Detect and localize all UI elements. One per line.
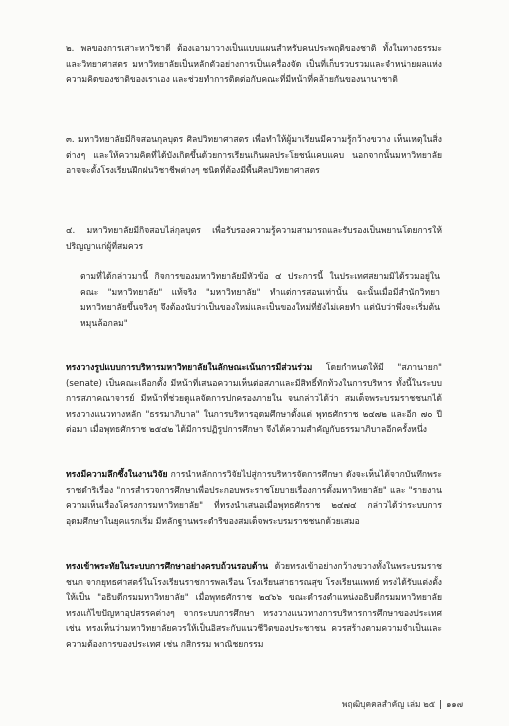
paragraph-4: ๔. มหาวิทยาลัยมีกิจสอบไล่กุลบุตร เพื่อรับรองความรู้ความสามารถและรับรองเป็นพยานโดยการให้ปริญญาแก่ผู้ที่สมควร [66,226,442,252]
footer-divider [440,700,441,709]
research-lead: ทรงมีความลึกซึ้งในงานวิจัย [66,470,168,480]
research-paragraph: ทรงมีความลึกซึ้งในงานวิจัย การนำหลักการวิจัยไปสู่การบริหารจัดการศึกษา ดังจะเห็นได้จากบันทึกพระราชดำริเรื่อง "การสำรวจการศึกษาเพื่อประกอบพระราชโยบายเรื่องการตั้งมหาวิทยาลัย" และ "รายงานความเห็นเรื่องโครงการมหาวิทยาลัย" ที่ทรงนำเสนอเมื่อพุทธศักราช ๒๔๗๔ กล่าวได้ว่าระบบการอุดมศึกษาในยุคแรกเริ่ม มีหลักฐานพระดำริของสมเด็จพระบรมราชชนกด้วยเสมอ [66,470,442,527]
education-system-lead: ทรงเข้าพระทัยในระบบการศึกษาอย่างครบถ้วนรอบด้าน [66,562,269,572]
footer-title: พฤฒิบุคคลสำคัญ เล่ม ๒๕ [342,699,436,709]
education-system-paragraph: ทรงเข้าพระทัยในระบบการศึกษาอย่างครบถ้วนรอบด้าน ด้วยทรงเข้าอย่างกว้างขวางทั้งในพระบรมราชชนก จากยุทธศาสตร์ในโรงเรียนราชการพลเรือน โรงเรียนสาธารณสุข โรงเรียนแพทย์ ทรงได้รับแต่งตั้งให้เป็น "อธิบดีกรมมหาวิทยาลัย" เมื่อพุทธศักราช ๒๔๖๖ ขณะดำรงตำแหน่งอธิบดีกรมมหาวิทยาลัย ทรงแก้ไขปัญหาอุปสรรคต่างๆ จากระบบการศึกษา ทรงวางแนวทางการบริหารการศึกษาของประเทศ เช่น ทรงเห็นว่ามหาวิทยาลัยควรให้เป็นอิสระกับแนวชีวิตของประชาชน ควรสร้างตามความจำเป็นและความต้องการของประเทศ เช่น กสิกรรม พาณิชยกรรม [66,562,442,650]
paragraph-3: ๓. มหาวิทยาลัยมีกิจสอนกุลบุตร ศิลปวิทยาศาสตร เพื่อทำให้ผู้มาเรียนมีความรู้กว้างขวาง เห็นเหตุในสิ่งต่างๆ และให้ความคิดที่ได้บังเกิดขึ้นด้วยการเรียนเกินผลประโยชน์แคบแคบ นอกจากนั้นมหาวิทยาลัยอาจจะตั้งโรงเรียนฝึกฝนวิชาชีพต่างๆ ชนิดที่ต้องมีพื้นศิลปวิทยาศาสตร [66,135,442,177]
participation-lead: ทรงวางรูปแบบการบริหารมหาวิทยาลัยในลักษณะเน้นการมีส่วนร่วม [66,363,313,373]
page-number: ๑๑๗ [446,699,463,709]
paragraph-2: ๒. พลของการเสาะหาวิชาดี ต้องเอามาวางเป็นแบบแผนสำหรับคนประพฤติของชาติ ทั้งในทางธรรมะและวิทยาศาสตร มหาวิทยาลัยเป็นหลักตัวอย่างการเป็นเครื่องจัด เป็นที่เก็บรวบรวมและจำหน่ายผลแห่งความคิดของชาติของเราเอง และช่วยทำการติดต่อกับคณะที่มีหน้าที่คล้ายกันของนานาชาติ [66,44,442,86]
page-footer [342,697,463,711]
participation-paragraph: ทรงวางรูปแบบการบริหารมหาวิทยาลัยในลักษณะเน้นการมีส่วนร่วม โดยกำหนดให้มี "สภานายก" (senate) เป็นคณะเลือกตั้ง มีหน้าที่เสนอความเห็นต่อสภาและมีสิทธิ์ทักท้วงในการบริหาร ทั้งนี้ในระบบการสภาคณาจารย์ มีหน้าที่ช่วยดูแลจัดการปกครองภายใน จนกล่าวได้ว่า สมเด็จพระบรมราชชนกได้ทรงวางแนวทางหลัก "ธรรมาภิบาล" ในการบริหารอุดมศึกษาตั้งแต่ พุทธศักราช ๒๔๗๒ และอีก ๗๐ ปีต่อมา เมื่อพุทธศักราช ๒๕๔๒ ได้มีการปฏิรูปการศึกษา จึงได้ความสำคัญกับธรรมาภิบาลอีกครั้งหนึ่ง [66,363,442,436]
quote-paragraph: ตามที่ได้กล่าวมานี้ กิจการของมหาวิทยาลัยมีหัวข้อ ๔ ประการนี้ ในประเทศสยามมิได้รวมอยู่ในคณะ "มหาวิทยาลัย" แท้จริง "มหาวิทยาลัย" ทำแต่การสอนเท่านั้น ฉะนั้นเมื่อมีสำนักวิทยามหาวิทยาลัยขึ้นจริงๆ จึงต้องนับว่าเป็นของใหม่และเป็นของใหม่ที่ยังไม่เคยทำ แต่นับว่าพึ่งจะเริ่มต้นหมุนล้อกลม" [80,272,440,329]
